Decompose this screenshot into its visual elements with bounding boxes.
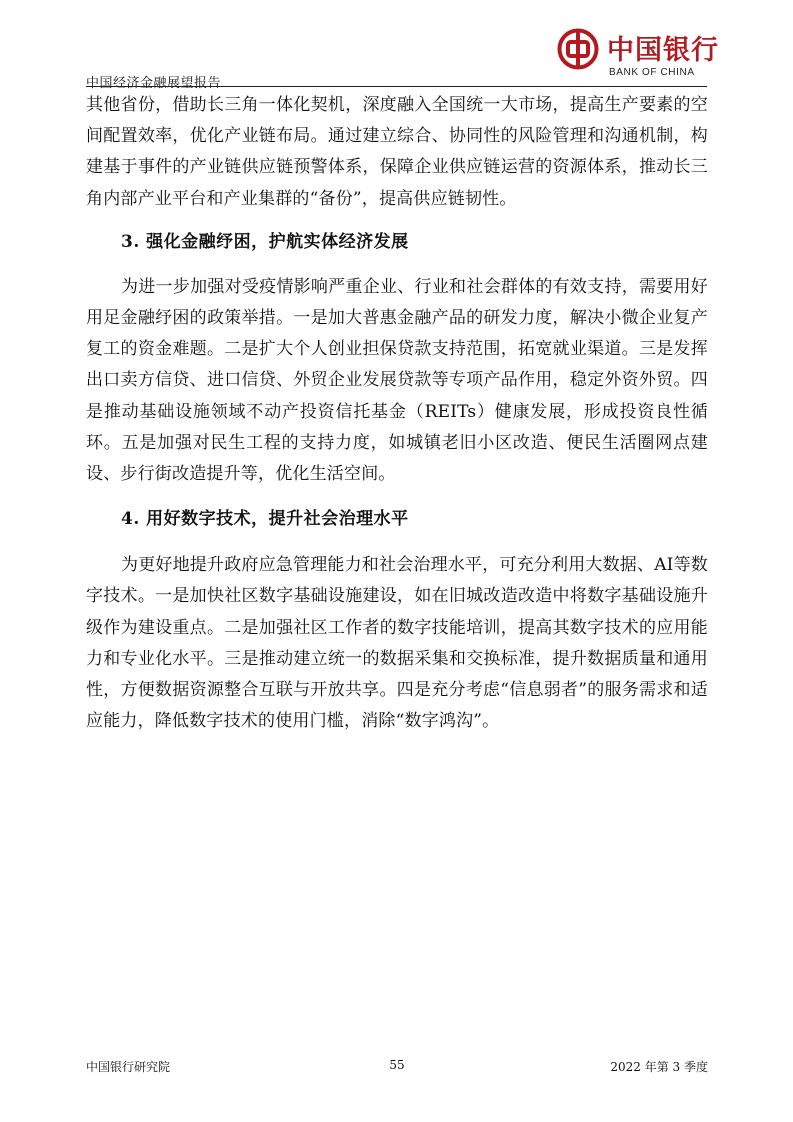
- page-footer: [86, 1058, 708, 1078]
- logo-english-name: BANK OF CHINA: [609, 67, 695, 78]
- bank-of-china-emblem-icon: [557, 28, 599, 70]
- logo-chinese-name: 中国银行: [607, 35, 719, 66]
- report-title: 中国经济金融展望报告: [86, 76, 222, 91]
- footer-institute: 中国银行研究院: [86, 1060, 171, 1074]
- section-heading: 4. 用好数字技术，提升社会治理水平: [121, 509, 409, 530]
- header-divider: [86, 86, 707, 87]
- page-number: 55: [389, 1058, 405, 1072]
- footer-period: 2022 年第 3 季度: [610, 1060, 708, 1074]
- bank-logo: [557, 22, 719, 84]
- page-header: [86, 22, 719, 91]
- page-body: [86, 90, 708, 737]
- body-paragraph: 为进一步加强对受疫情影响严重企业、行业和社会群体的有效支持，需要用好用足金融纾困的政策举措。一是加大普惠金融产品的研发力度，解决小微企业复产复工的资金难题。二是扩大个人创业担保贷款支持范围，拓宽就业渠道。三是发挥出口卖方信贷、进口信贷、外贸企业发展贷款等专项产品作用，稳定外资外贸。四是推动基础设施领域不动产投资信托基金（REITs）健康发展，形成投资良性循环。五是加强对民生工程的支持力度，如城镇老旧小区改造、便民生活圈网点建设、步行街改造提升等，优化生活空间。: [86, 276, 708, 485]
- section-heading: 3. 强化金融纾困，护航实体经济发展: [121, 231, 409, 252]
- body-paragraph: 其他省份，借助长三角一体化契机，深度融入全国统一大市场，提高生产要素的空间配置效率，优化产业链布局。通过建立综合、协同性的风险管理和沟通机制，构建基于事件的产业链供应链预警体系，保障企业供应链运营的资源体系，推动长三角内部产业平台和产业集群的“备份”，提高供应链韧性。: [86, 95, 708, 209]
- body-paragraph: 为更好地提升政府应急管理能力和社会治理水平，可充分利用大数据、AI等数字技术。一是加快社区数字基础设施建设，如在旧城改造改造中将数字基础设施升级作为建设重点。二是加强社区工作者的数字技能培训，提高其数字技术的应用能力和专业化水平。三是推动建立统一的数据采集和交换标准，提升数据质量和通用性，方便数据资源整合互联与开放共享。四是充分考虑“信息弱者”的服务需求和适应能力，降低数字技术的使用门槛，消除“数字鸿沟”。: [86, 555, 708, 732]
